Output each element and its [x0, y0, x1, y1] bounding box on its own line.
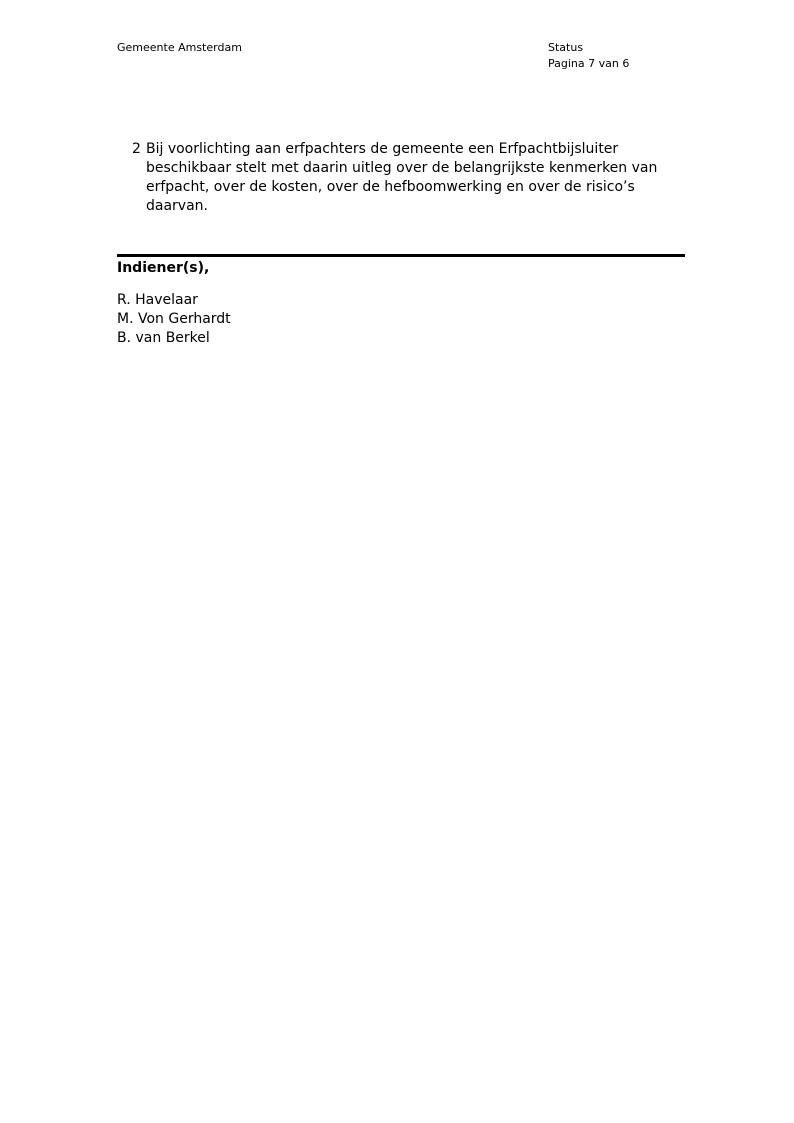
item-text: Bij voorlichting aan erfpachters de gemeente een Erfpachtbijsluiter beschikbaar stelt met daarin uitleg over de belangrijkste kenmerken van erfpacht, over de kosten, over de hefboomwerking en over de risico’s daarvan. — [146, 141, 658, 214]
header-organization — [117, 40, 242, 56]
numbered-paragraph — [132, 140, 672, 216]
submitters-list — [117, 291, 231, 348]
submitters-heading: Indiener(s), — [117, 260, 210, 276]
header-meta — [548, 40, 629, 72]
submitter-name: R. Havelaar — [117, 292, 198, 308]
page-number: Pagina 7 van 6 — [548, 57, 630, 70]
submitter-name: B. van Berkel — [117, 330, 210, 346]
item-number: 2 — [132, 141, 141, 157]
organization-name: Gemeente Amsterdam — [117, 41, 242, 54]
section-divider — [117, 254, 685, 257]
status-label: Status — [548, 41, 584, 54]
submitter-name: M. Von Gerhardt — [117, 311, 231, 327]
